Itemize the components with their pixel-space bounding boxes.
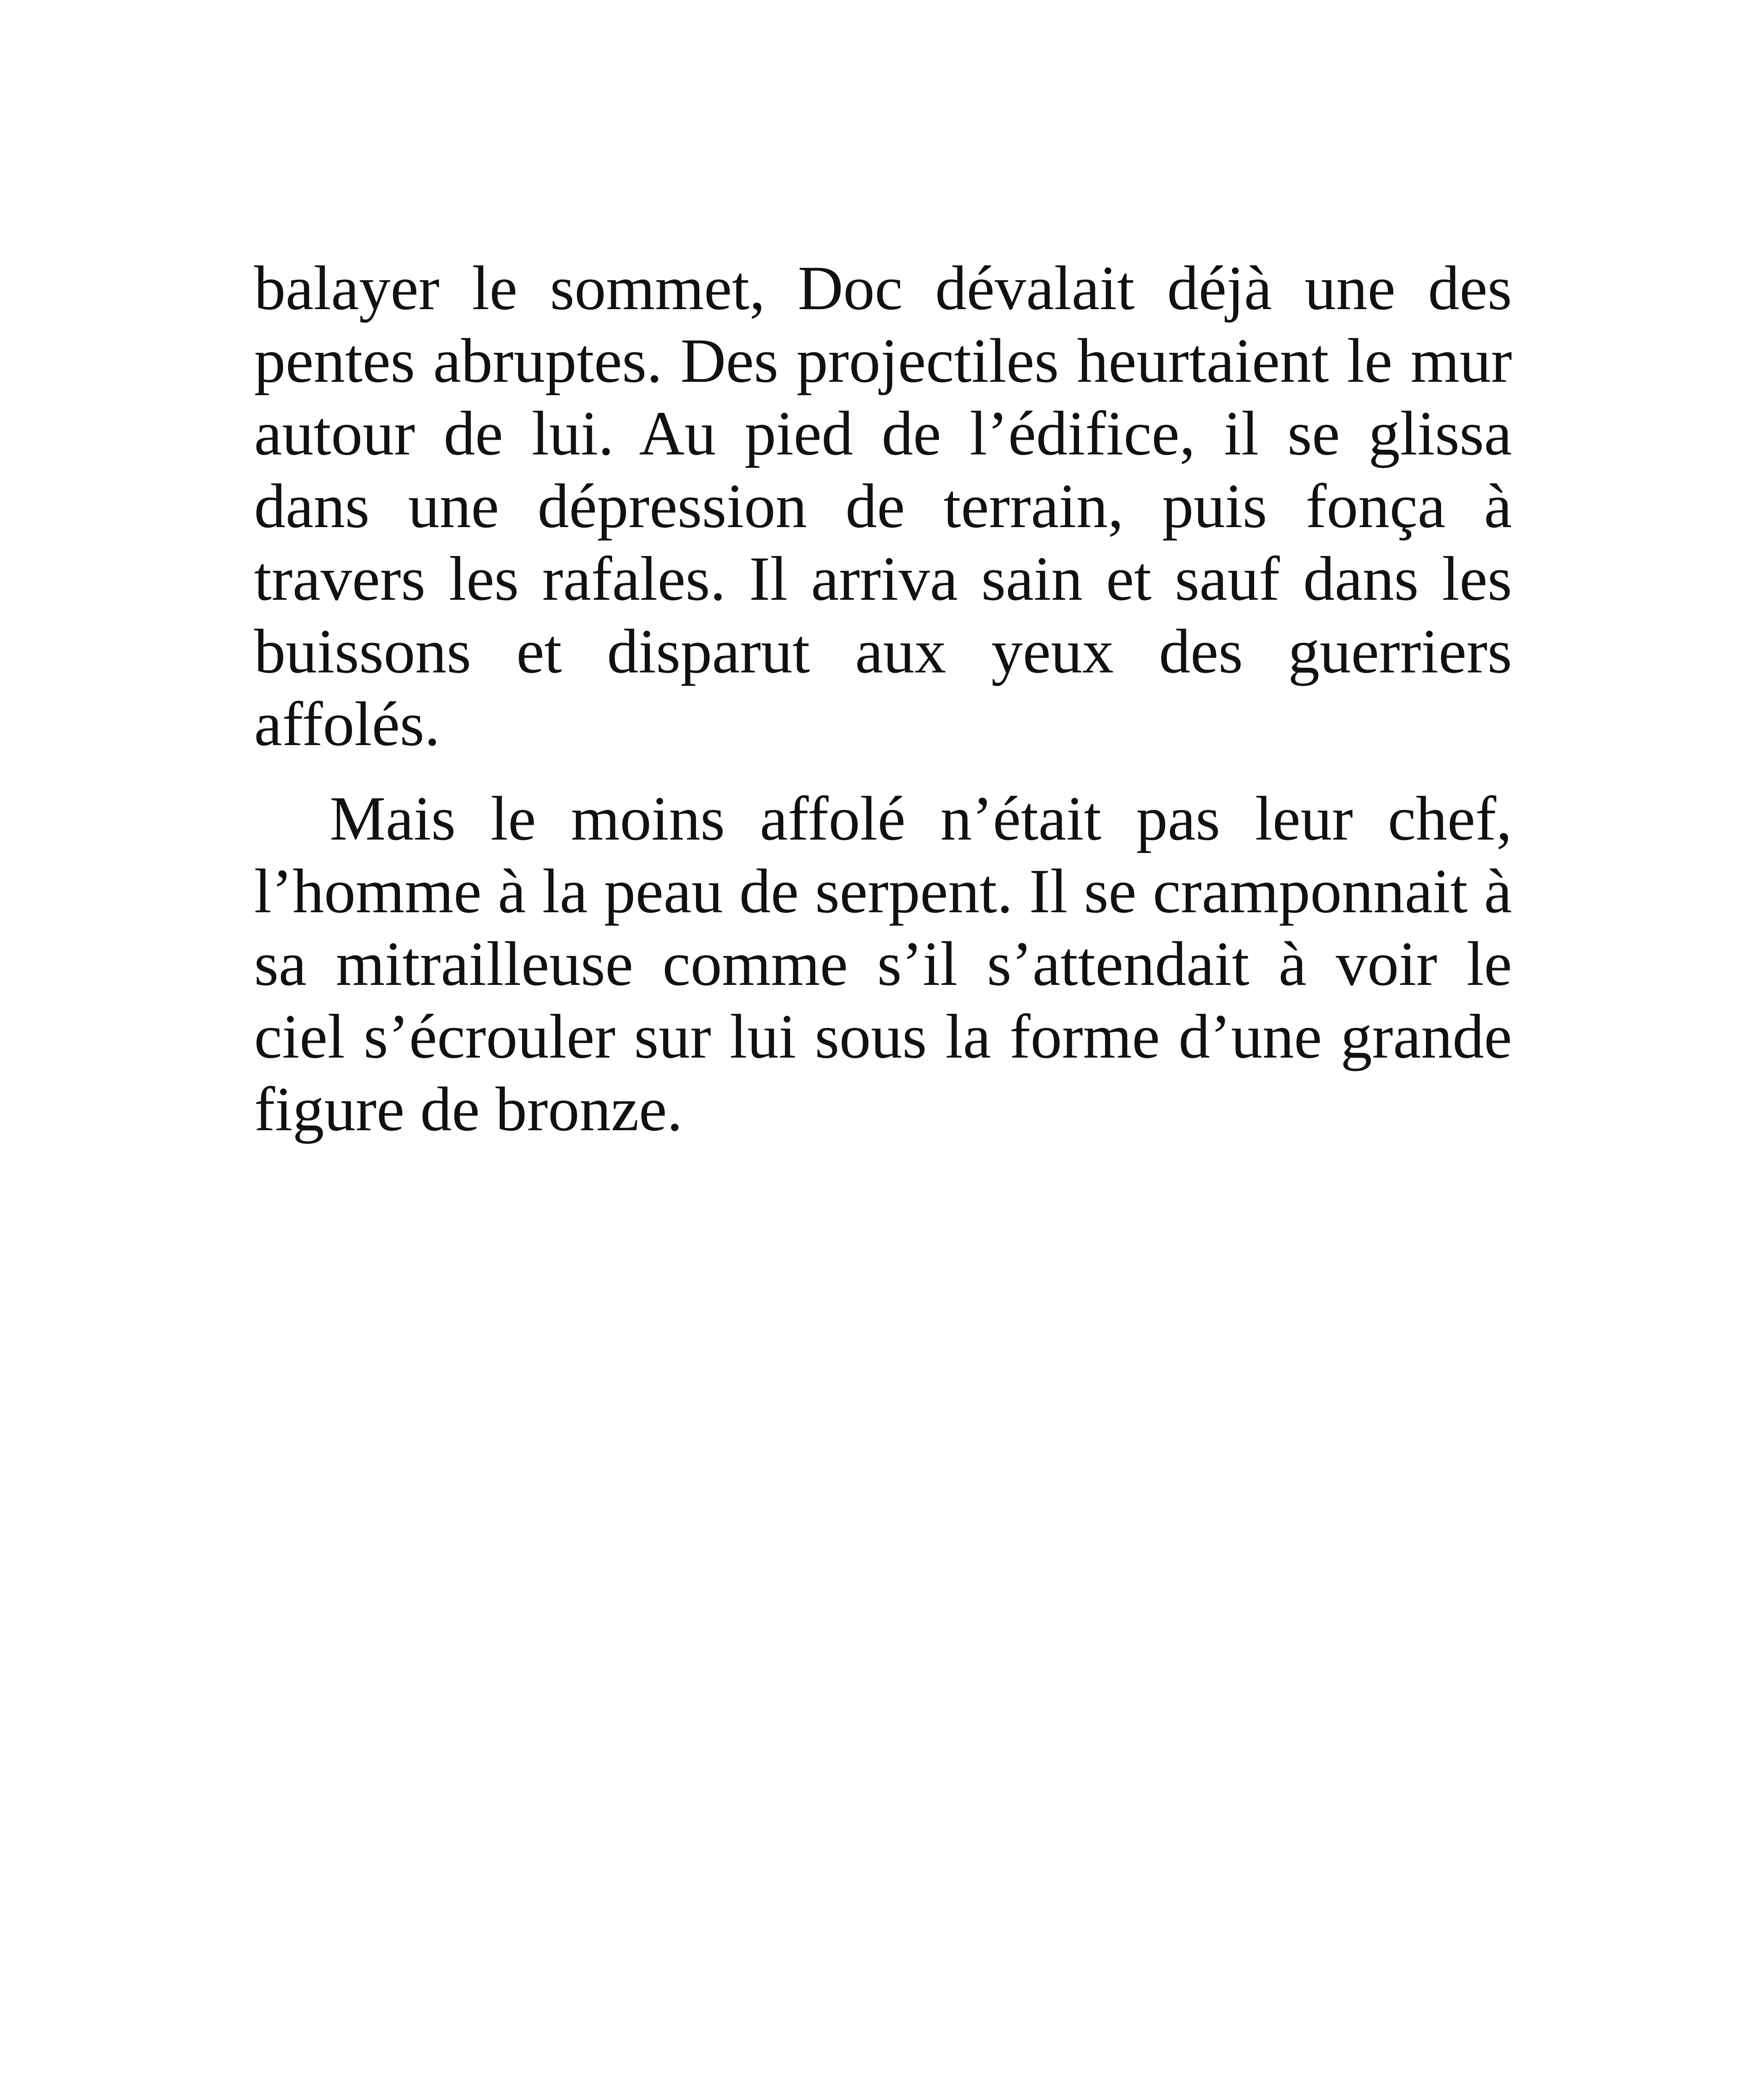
paragraph-1: balayer le sommet, Doc dévalait déjà une des pentes abruptes. Des projectiles heurtaient le mur autour de lui. Au pied de l’édifice, il se glissa dans une dépression de terrain, puis fonça à travers les rafales. Il arriva sain et sauf dans les buissons et disparut aux yeux des guerriers affolés. [254, 253, 1512, 759]
body-text [254, 252, 1512, 1146]
paragraph-2: Mais le moins affolé n’était pas leur chef, l’homme à la peau de serpent. Il se cramponnait à sa mitrailleuse comme s’il s’attendait à voir le ciel s’écrouler sur lui sous la forme d’une grande figure de bronze. [254, 784, 1512, 1144]
